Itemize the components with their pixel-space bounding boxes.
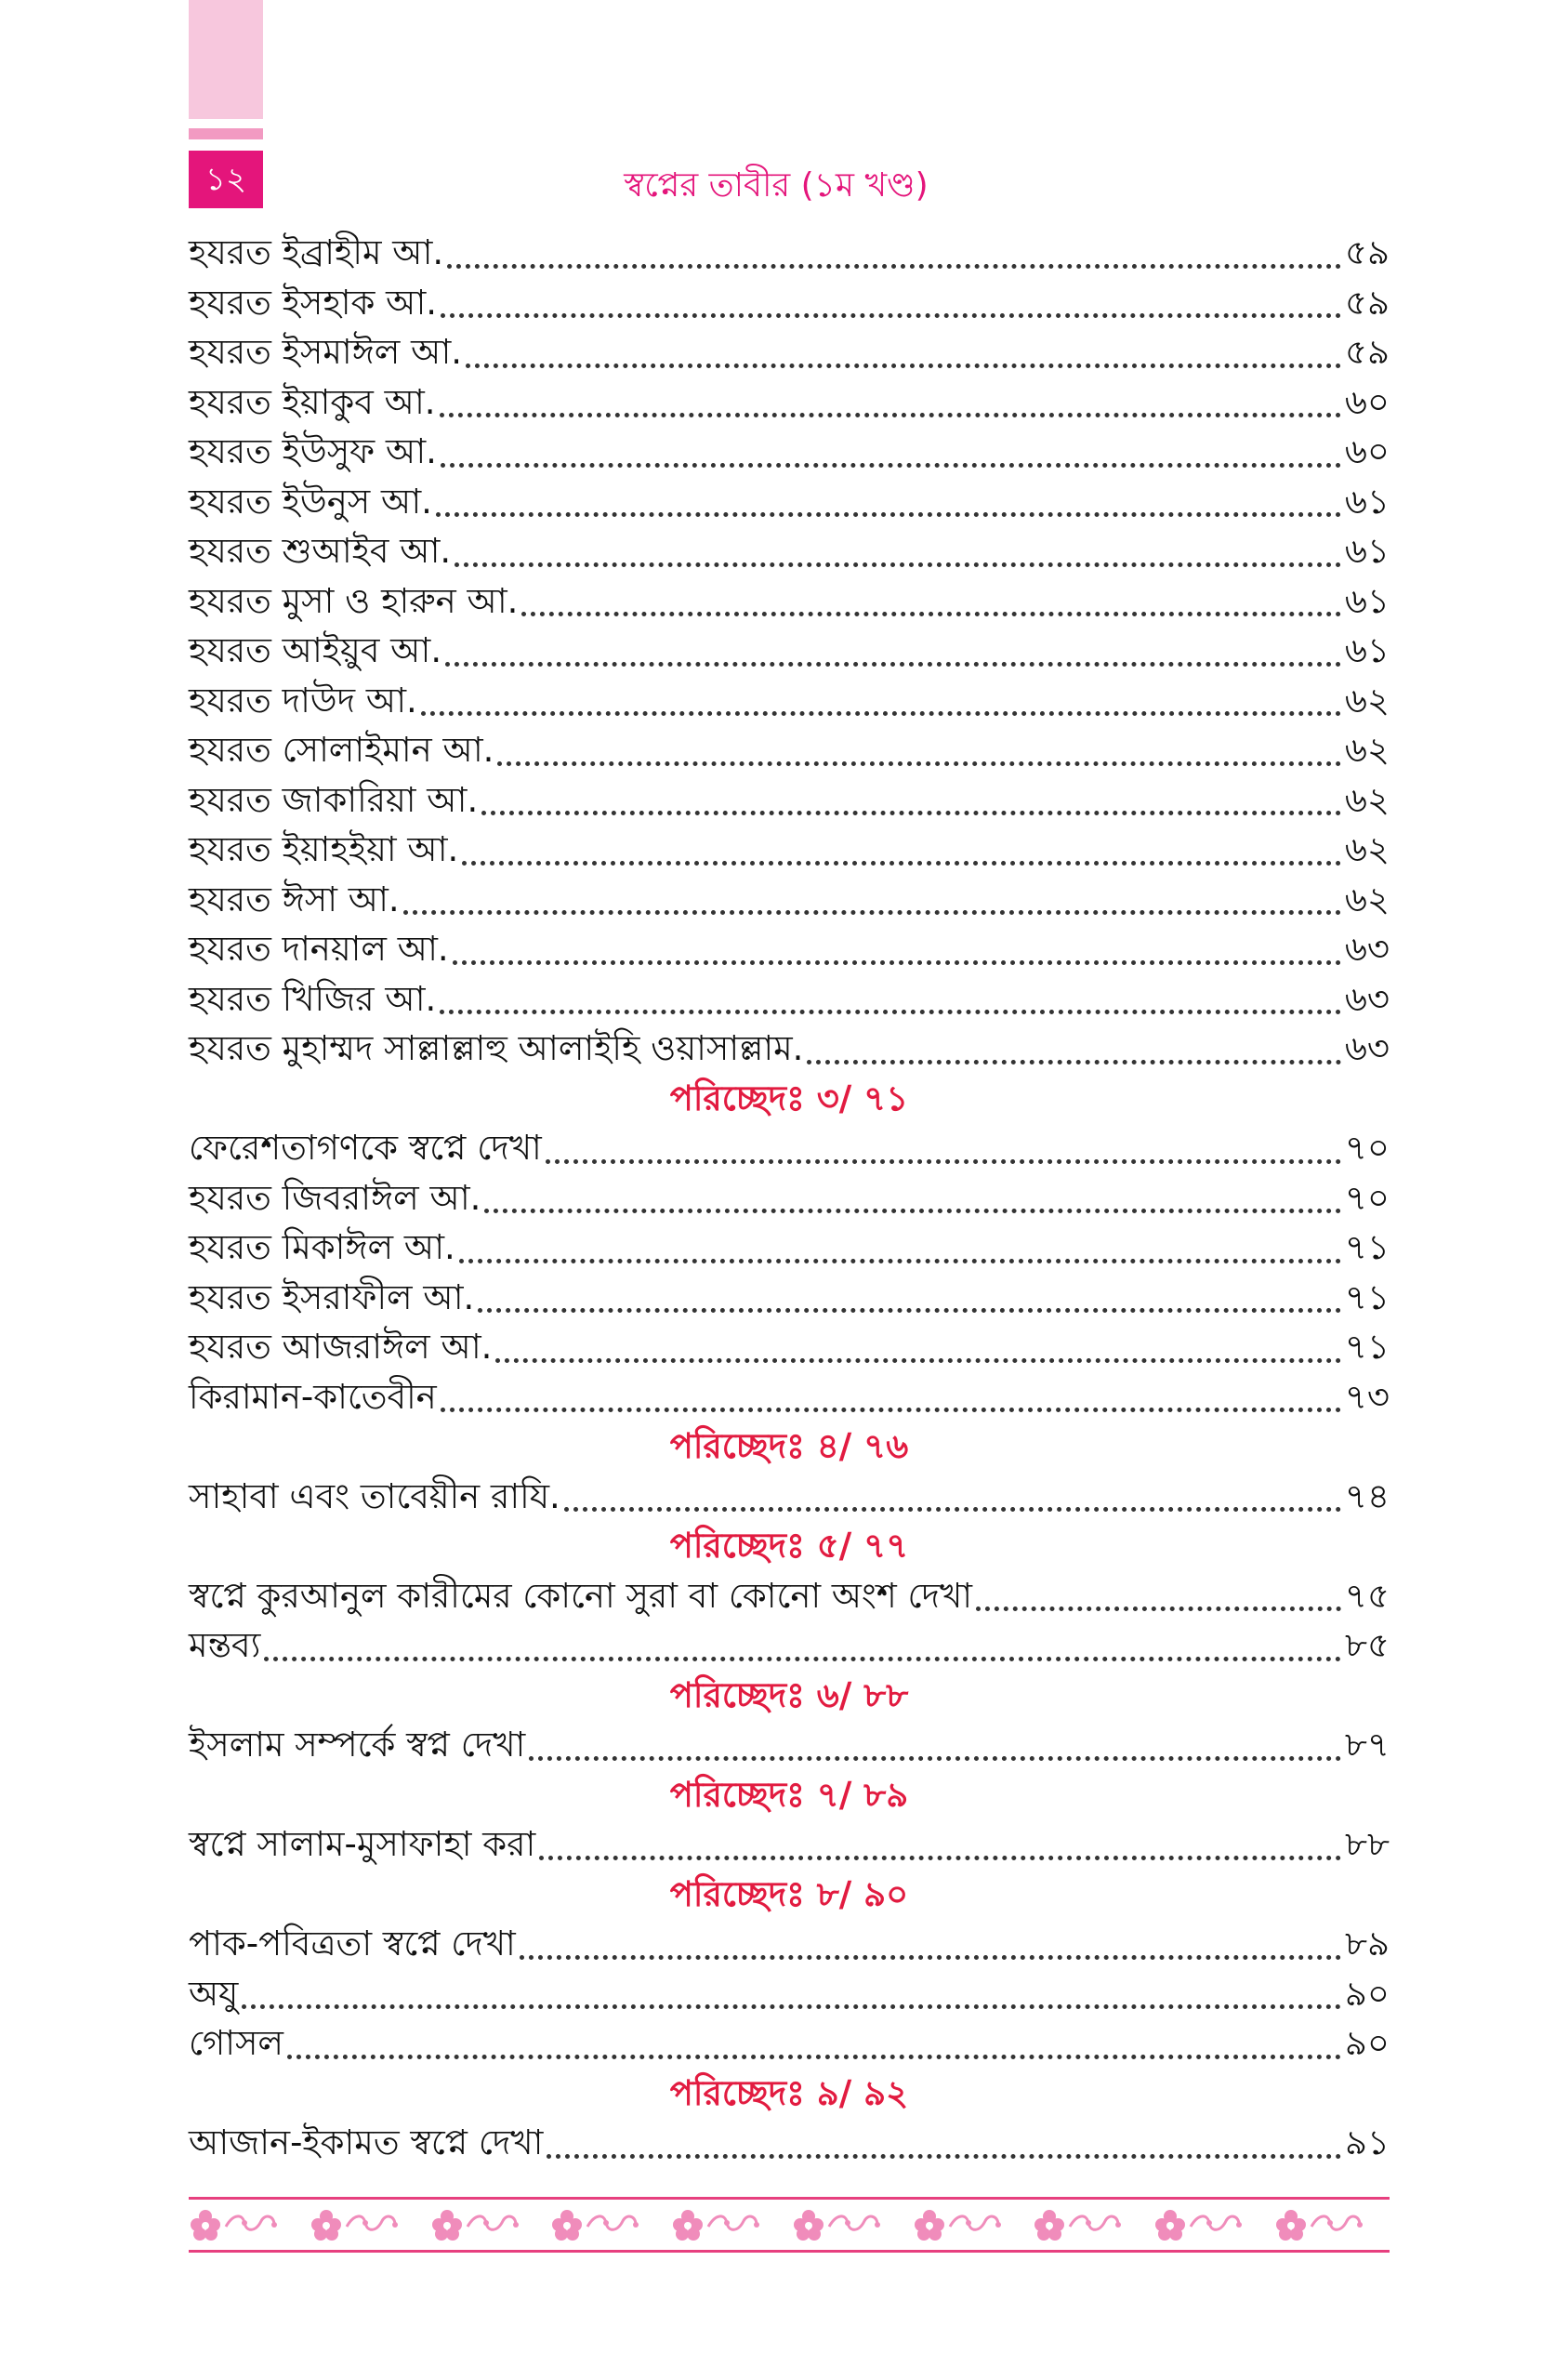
toc-entry-page: ৬১: [1344, 481, 1390, 522]
dot-leader: [976, 1569, 1341, 1611]
flower-swirl-icon: [792, 2208, 907, 2241]
toc-entry-title: হযরত শুআইব আ.: [189, 531, 452, 571]
flower-swirl-icon: [550, 2208, 665, 2241]
toc-entry: [189, 576, 1390, 627]
dot-leader: [529, 1719, 1341, 1761]
toc-entry-title: হযরত ইসরাফীল আ.: [189, 1276, 475, 1317]
section-heading: পরিচ্ছেদঃ ৮/ ৯০: [669, 1873, 909, 1914]
dot-leader: [453, 923, 1341, 965]
dot-leader: [521, 575, 1341, 616]
dot-leader: [287, 2017, 1341, 2059]
toc-entry: [189, 228, 1390, 278]
toc-entry-title: হযরত সোলাইমান আ.: [189, 730, 494, 770]
toc-entry-page: ৫৯: [1344, 332, 1390, 372]
toc-entry: [189, 1273, 1390, 1323]
dot-leader: [242, 1967, 1341, 2009]
table-of-contents: [189, 228, 1390, 2168]
toc-entry-title: সাহাবা এবং তাবেয়ীন রাযি.: [189, 1475, 560, 1516]
toc-entry-title: পাক-পবিত্রতা স্বপ্নে দেখা: [189, 1924, 516, 1964]
dot-leader: [440, 376, 1341, 417]
toc-entry: [189, 1123, 1390, 1173]
toc-entry-page: ৬৩: [1344, 1028, 1390, 1068]
toc-entry-page: ৬০: [1344, 431, 1390, 471]
toc-entry-page: ৬২: [1344, 879, 1390, 919]
dot-leader: [441, 426, 1341, 468]
section-heading: পরিচ্ছেদঃ ৭/ ৮৯: [669, 1774, 909, 1815]
flower-swirl-icon: [671, 2208, 786, 2241]
flower-swirl-icon: [310, 2208, 425, 2241]
dot-leader: [478, 1271, 1341, 1313]
toc-entry-title: হযরত জাকারিয়া আ.: [189, 779, 479, 820]
toc-entry-page: ৯১: [1344, 2122, 1390, 2162]
dot-leader: [520, 1918, 1341, 1960]
toc-entry-title: অযু: [189, 1973, 239, 2014]
toc-entry-page: ৮৯: [1344, 1924, 1390, 1964]
book-title-header: স্বপ্নের তাবীর (১ম খণ্ড): [624, 166, 929, 205]
toc-entry-page: ৬১: [1344, 580, 1390, 621]
dot-leader: [481, 774, 1341, 815]
toc-entry: [189, 1720, 1390, 1770]
footer-flower-border: [189, 2206, 1390, 2243]
toc-entry: [189, 1919, 1390, 1969]
toc-entry-title: হযরত ইসহাক আ.: [189, 282, 438, 323]
page-tab-decoration: [189, 0, 263, 119]
toc-entry-page: ৬১: [1344, 630, 1390, 670]
toc-entry-page: ৭৩: [1344, 1376, 1390, 1417]
dot-leader: [436, 475, 1341, 517]
toc-entry: [189, 2018, 1390, 2069]
toc-entry-page: ৮৮: [1344, 1824, 1390, 1864]
toc-entry: [189, 676, 1390, 726]
toc-entry-title: হযরত ইয়াহইয়া আ.: [189, 829, 459, 869]
toc-entry-page: ৯০: [1344, 2023, 1390, 2063]
toc-entry-title: হযরত জিবরাঈল আ.: [189, 1177, 481, 1218]
flower-swirl-icon: [913, 2208, 1028, 2241]
toc-entry: [189, 1472, 1390, 1522]
toc-entry: [189, 1969, 1390, 2019]
toc-entry-page: ৮৫: [1344, 1625, 1390, 1665]
toc-entry-title: হযরত দানয়াল আ.: [189, 929, 449, 969]
toc-entry: [189, 327, 1390, 377]
toc-entry-page: ৭১: [1344, 1327, 1390, 1367]
toc-entry-title: হযরত ইউনুস আ.: [189, 481, 432, 522]
dot-leader: [466, 326, 1341, 368]
toc-entry: [189, 924, 1390, 974]
toc-entry: [189, 725, 1390, 775]
toc-entry: [189, 2118, 1390, 2168]
dot-leader: [403, 873, 1341, 915]
dot-leader: [455, 525, 1341, 567]
toc-entry: [189, 1173, 1390, 1223]
toc-entry-page: ৬২: [1344, 779, 1390, 820]
page-number: ১২: [189, 151, 263, 208]
toc-entry-title: হযরত ইয়াকুব আ.: [189, 381, 436, 422]
toc-entry: [189, 1024, 1390, 1074]
dot-leader: [445, 625, 1341, 667]
toc-entry: [189, 377, 1390, 428]
toc-entry: [189, 974, 1390, 1025]
toc-entry: [189, 1571, 1390, 1621]
dot-leader: [546, 1122, 1341, 1164]
toc-entry-title: স্বপ্নে সালাম-মুসাফাহা করা: [189, 1824, 536, 1864]
toc-entry-title: হযরত ইউসুফ আ.: [189, 431, 437, 471]
dot-leader: [264, 1620, 1341, 1661]
toc-entry: [189, 278, 1390, 328]
section-heading: পরিচ্ছেদঃ ৩/ ৭১: [669, 1078, 909, 1118]
toc-entry: [189, 526, 1390, 576]
dot-leader: [547, 2117, 1341, 2159]
toc-entry: [189, 1819, 1390, 1870]
section-heading: পরিচ্ছেদঃ ৫/ ৭৭: [669, 1526, 909, 1566]
toc-entry-page: ৭০: [1344, 1177, 1390, 1218]
dot-leader: [421, 674, 1341, 716]
dot-leader: [441, 276, 1341, 318]
dot-leader: [447, 227, 1341, 269]
toc-entry-title: হযরত ইসমাঈল আ.: [189, 332, 462, 372]
section-heading: পরিচ্ছেদঃ ৪/ ৭৬: [669, 1426, 909, 1466]
toc-entry-title: মন্তব্য: [189, 1625, 261, 1665]
toc-entry: [189, 775, 1390, 826]
flower-swirl-icon: [1033, 2208, 1148, 2241]
toc-entry-title: হযরত আজরাঈল আ.: [189, 1327, 493, 1367]
flower-swirl-icon: [430, 2208, 546, 2241]
toc-entry: [189, 825, 1390, 875]
dot-leader: [495, 1321, 1341, 1363]
toc-entry-page: ৬২: [1344, 680, 1390, 721]
toc-entry-title: কিরামান-কাতেবীন: [189, 1376, 437, 1417]
toc-entry-title: ইসলাম সম্পর্কে স্বপ্ন দেখা: [189, 1725, 526, 1765]
section-heading: পরিচ্ছেদঃ ৯/ ৯২: [669, 2072, 909, 2113]
toc-entry-page: ৯০: [1344, 1973, 1390, 2014]
dot-leader: [484, 1171, 1340, 1213]
toc-entry-page: ৬২: [1344, 829, 1390, 869]
footer-bottom-rule: [189, 2250, 1390, 2253]
dot-leader: [440, 972, 1341, 1014]
toc-entry-page: ৬৩: [1344, 978, 1390, 1019]
toc-entry-page: ৬২: [1344, 730, 1390, 770]
toc-entry-page: ৭০: [1344, 1128, 1390, 1168]
toc-entry: [189, 875, 1390, 925]
toc-entry-title: হযরত দাউদ আ.: [189, 680, 417, 721]
page-tab-stripe: [189, 128, 263, 139]
toc-entry: [189, 477, 1390, 527]
toc-entry-title: ফেরেশতাগণকে স্বপ্নে দেখা: [189, 1128, 542, 1168]
toc-entry-title: হযরত খিজির আ.: [189, 978, 437, 1019]
toc-entry: [189, 1322, 1390, 1372]
toc-entry-page: ৮৭: [1344, 1725, 1390, 1765]
dot-leader: [807, 1023, 1340, 1064]
toc-entry-page: ৭১: [1344, 1227, 1390, 1267]
toc-entry-title: হযরত আইয়ুব আ.: [189, 630, 442, 670]
section-heading: পরিচ্ছেদঃ ৬/ ৮৮: [669, 1674, 909, 1715]
toc-entry: [189, 1620, 1390, 1671]
toc-entry-page: ৫৯: [1344, 232, 1390, 272]
flower-swirl-icon: [189, 2208, 304, 2241]
toc-entry-page: ৬৩: [1344, 929, 1390, 969]
toc-entry: [189, 1223, 1390, 1273]
dot-leader: [459, 1222, 1341, 1263]
dot-leader: [462, 824, 1341, 866]
toc-entry-page: ৭১: [1344, 1276, 1390, 1317]
dot-leader: [564, 1470, 1341, 1512]
toc-entry-page: ৫৯: [1344, 282, 1390, 323]
toc-entry-title: স্বপ্নে কুরআনুল কারীমের কোনো সুরা বা কোনো অংশ দেখা: [189, 1575, 972, 1616]
toc-entry-page: ৭৪: [1344, 1475, 1390, 1516]
dot-leader: [497, 724, 1340, 766]
toc-entry-title: হযরত মিকাঈল আ.: [189, 1227, 455, 1267]
toc-entry-title: হযরত মুসা ও হারুন আ.: [189, 580, 519, 621]
toc-entry-title: হযরত ঈসা আ.: [189, 879, 400, 919]
dot-leader: [441, 1370, 1341, 1412]
toc-entry-title: আজান-ইকামত স্বপ্নে দেখা: [189, 2122, 544, 2162]
flower-swirl-icon: [1274, 2208, 1390, 2241]
toc-entry-page: ৬০: [1344, 381, 1390, 422]
toc-entry-title: গোসল: [189, 2023, 284, 2063]
dot-leader: [539, 1818, 1341, 1860]
toc-entry-title: হযরত ইব্রাহীম আ.: [189, 232, 444, 272]
toc-entry: [189, 1372, 1390, 1422]
flower-swirl-icon: [1153, 2208, 1269, 2241]
toc-entry: [189, 427, 1390, 477]
toc-entry-page: ৬১: [1344, 531, 1390, 571]
footer-top-rule: [189, 2197, 1390, 2200]
toc-entry-page: ৭৫: [1344, 1575, 1390, 1616]
toc-entry-title: হযরত মুহাম্মদ সাল্লাল্লাহু আলাইহি ওয়াসাল্লাম.: [189, 1028, 804, 1068]
toc-entry: [189, 626, 1390, 676]
